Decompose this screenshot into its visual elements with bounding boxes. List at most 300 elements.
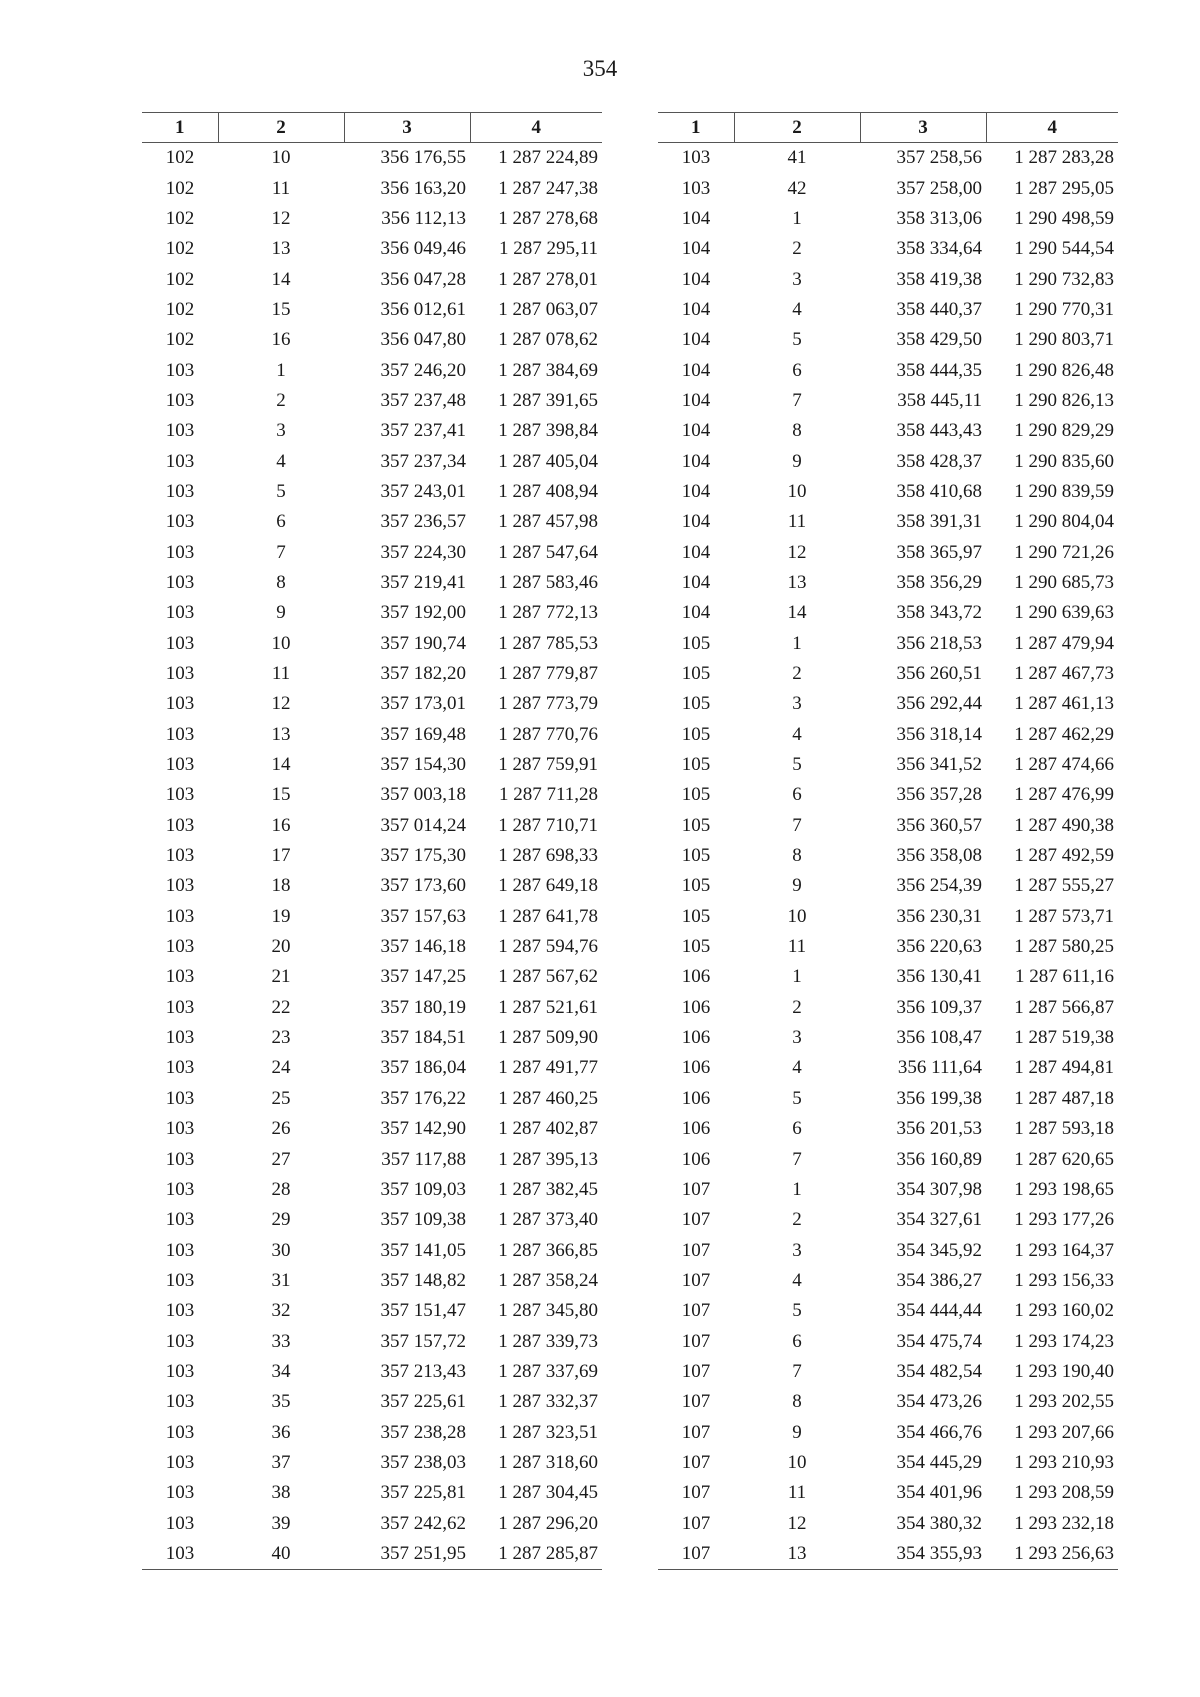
- parcel-number-cell: 103: [165, 1451, 195, 1473]
- y-coordinate-cell: 1 290 826,48: [1014, 359, 1114, 381]
- y-coordinate-cell: 1 287 649,18: [498, 875, 598, 897]
- y-coordinate-cell: 1 287 494,81: [1014, 1057, 1114, 1079]
- parcel-number-cell: 103: [165, 480, 195, 502]
- y-coordinate-cell: 1 287 296,20: [498, 1512, 598, 1534]
- parcel-number-cell: 103: [165, 571, 195, 593]
- table-row: [658, 811, 1118, 841]
- parcel-number-cell: 103: [165, 845, 195, 867]
- y-coordinate-cell: 1 287 339,73: [498, 1330, 598, 1352]
- y-coordinate-cell: 1 293 232,18: [1014, 1512, 1114, 1534]
- x-coordinate-cell: 357 246,20: [380, 359, 466, 381]
- y-coordinate-cell: 1 290 839,59: [1014, 480, 1114, 502]
- point-number-cell: 3: [792, 693, 802, 715]
- table-header-row: [658, 113, 1118, 143]
- parcel-number-cell: 105: [681, 905, 711, 927]
- point-number-cell: 29: [271, 1209, 291, 1231]
- x-coordinate-cell: 356 358,08: [896, 845, 982, 867]
- y-coordinate-cell: 1 290 498,59: [1014, 207, 1114, 229]
- x-coordinate-cell: 356 112,13: [381, 207, 466, 229]
- table-body-left: [142, 143, 602, 1570]
- table-body-right: [658, 143, 1118, 1570]
- point-number-cell: 11: [787, 1482, 807, 1504]
- x-coordinate-cell: 357 141,05: [380, 1239, 466, 1261]
- point-number-cell: 13: [734, 1539, 860, 1570]
- y-coordinate-cell: 1 287 247,38: [498, 177, 598, 199]
- point-number-cell: 11: [787, 936, 807, 958]
- parcel-number-cell: 105: [681, 693, 711, 715]
- point-number-cell: 18: [271, 875, 291, 897]
- point-number-cell: 38: [271, 1482, 291, 1504]
- parcel-number-cell: 105: [681, 936, 711, 958]
- y-coordinate-cell: 1 287 304,45: [498, 1482, 598, 1504]
- table-row: [658, 325, 1118, 355]
- point-number-cell: 7: [792, 389, 802, 411]
- x-coordinate-cell: 354 445,29: [896, 1451, 982, 1473]
- y-coordinate-cell: 1 287 594,76: [498, 936, 598, 958]
- table-row: [658, 386, 1118, 416]
- x-coordinate-cell: 354 482,54: [896, 1360, 982, 1382]
- y-coordinate-cell: 1 293 174,23: [1014, 1330, 1114, 1352]
- table-row: [658, 1448, 1118, 1478]
- y-coordinate-cell: 1 287 467,73: [1014, 663, 1114, 685]
- table-row: [658, 902, 1118, 932]
- x-coordinate-cell: 358 410,68: [896, 480, 982, 502]
- point-number-cell: 9: [792, 875, 802, 897]
- table-row: [142, 1296, 602, 1326]
- point-number-cell: 13: [271, 723, 291, 745]
- x-coordinate-cell: 356 318,14: [896, 723, 982, 745]
- table-row: [658, 598, 1118, 628]
- y-coordinate-cell: 1 287 366,85: [498, 1239, 598, 1261]
- point-number-cell: 5: [792, 1300, 802, 1322]
- point-number-cell: 10: [271, 147, 291, 169]
- parcel-number-cell: 103: [165, 1330, 195, 1352]
- point-number-cell: 2: [792, 663, 802, 685]
- point-number-cell: 11: [271, 663, 291, 685]
- parcel-number-cell: 103: [165, 784, 195, 806]
- x-coordinate-cell: 358 445,11: [897, 389, 982, 411]
- y-coordinate-cell: 1 287 521,61: [498, 996, 598, 1018]
- y-coordinate-cell: 1 287 278,68: [498, 207, 598, 229]
- y-coordinate-cell: 1 287 491,77: [498, 1057, 598, 1079]
- x-coordinate-cell: 354 473,26: [896, 1391, 982, 1413]
- table-row: [142, 507, 602, 537]
- parcel-number-cell: 105: [681, 663, 711, 685]
- table-row: [142, 234, 602, 264]
- point-number-cell: 16: [271, 329, 291, 351]
- point-number-cell: 9: [792, 450, 802, 472]
- parcel-number-cell: 103: [165, 754, 195, 776]
- parcel-number-cell: 103: [165, 1421, 195, 1443]
- x-coordinate-cell: 357 109,38: [380, 1209, 466, 1231]
- point-number-cell: 5: [792, 1087, 802, 1109]
- x-coordinate-cell: 357 154,30: [380, 754, 466, 776]
- x-coordinate-cell: 357 173,01: [380, 693, 466, 715]
- y-coordinate-cell: 1 287 462,29: [1014, 723, 1114, 745]
- y-coordinate-cell: 1 290 732,83: [1014, 268, 1114, 290]
- parcel-number-cell: 103: [165, 1178, 195, 1200]
- point-number-cell: 10: [787, 480, 807, 502]
- x-coordinate-cell: 354 307,98: [896, 1178, 982, 1200]
- point-number-cell: 11: [787, 511, 807, 533]
- table-row: [142, 1357, 602, 1387]
- parcel-number-cell: 103: [165, 693, 195, 715]
- point-number-cell: 37: [271, 1451, 291, 1473]
- y-coordinate-cell: 1 290 804,04: [1014, 511, 1114, 533]
- x-coordinate-cell: 354 466,76: [896, 1421, 982, 1443]
- y-coordinate-cell: 1 287 773,79: [498, 693, 598, 715]
- x-coordinate-cell: 358 429,50: [896, 329, 982, 351]
- x-coordinate-cell: 358 365,97: [896, 541, 982, 563]
- table-row: [658, 143, 1118, 174]
- parcel-number-cell: 103: [165, 632, 195, 654]
- x-coordinate-cell: 357 151,47: [380, 1300, 466, 1322]
- point-number-cell: 25: [271, 1087, 291, 1109]
- y-coordinate-cell: 1 287 382,45: [498, 1178, 598, 1200]
- y-coordinate-cell: 1 287 278,01: [498, 268, 598, 290]
- parcel-number-cell: 107: [681, 1330, 711, 1352]
- y-coordinate-cell: 1 290 829,29: [1014, 420, 1114, 442]
- x-coordinate-cell: 354 345,92: [896, 1239, 982, 1261]
- x-coordinate-cell: 354 475,74: [896, 1330, 982, 1352]
- table-row: [142, 1539, 602, 1570]
- table-row: [142, 1417, 602, 1447]
- y-coordinate-cell: 1 287 391,65: [498, 389, 598, 411]
- point-number-cell: 30: [271, 1239, 291, 1261]
- point-number-cell: 15: [271, 784, 291, 806]
- point-number-cell: 9: [276, 602, 286, 624]
- point-number-cell: 2: [276, 389, 286, 411]
- x-coordinate-cell: 357 169,48: [380, 723, 466, 745]
- y-coordinate-cell: 1 287 285,87: [470, 1539, 602, 1570]
- x-coordinate-cell: 358 343,72: [896, 602, 982, 624]
- x-coordinate-cell: 357 236,57: [380, 511, 466, 533]
- table-row: [658, 993, 1118, 1023]
- parcel-number-cell: 102: [165, 207, 195, 229]
- point-number-cell: 3: [792, 1027, 802, 1049]
- parcel-number-cell: 103: [165, 1482, 195, 1504]
- table-row: [142, 204, 602, 234]
- point-number-cell: 28: [271, 1178, 291, 1200]
- table-row: [658, 173, 1118, 203]
- x-coordinate-cell: 357 243,01: [380, 480, 466, 502]
- x-coordinate-cell: 358 419,38: [896, 268, 982, 290]
- point-number-cell: 6: [792, 784, 802, 806]
- y-coordinate-cell: 1 287 358,24: [498, 1269, 598, 1291]
- table-row: [142, 629, 602, 659]
- point-number-cell: 10: [271, 632, 291, 654]
- table-row: [142, 325, 602, 355]
- x-coordinate-cell: 357 219,41: [380, 571, 466, 593]
- y-coordinate-cell: 1 290 639,63: [1014, 602, 1114, 624]
- x-coordinate-cell: 357 237,34: [380, 450, 466, 472]
- y-coordinate-cell: 1 287 490,38: [1014, 814, 1114, 836]
- page-number: 354: [582, 56, 618, 81]
- point-number-cell: 6: [792, 1330, 802, 1352]
- x-coordinate-cell: 357 148,82: [380, 1269, 466, 1291]
- parcel-number-cell: 103: [165, 1057, 195, 1079]
- point-number-cell: 3: [792, 268, 802, 290]
- table-row: [658, 355, 1118, 385]
- coordinates-table-right: [658, 112, 1118, 1570]
- table-row: [142, 902, 602, 932]
- table-row: [142, 537, 602, 567]
- point-number-cell: 4: [792, 298, 802, 320]
- x-coordinate-cell: 356 130,41: [896, 966, 982, 988]
- x-coordinate-cell: 354 386,27: [896, 1269, 982, 1291]
- x-coordinate-cell: 357 142,90: [380, 1118, 466, 1140]
- parcel-number-cell: 103: [165, 602, 195, 624]
- parcel-number-cell: 103: [165, 450, 195, 472]
- y-coordinate-cell: 1 287 580,25: [1014, 936, 1114, 958]
- x-coordinate-cell: 357 014,24: [380, 814, 466, 836]
- table-row: [658, 568, 1118, 598]
- point-number-cell: 5: [792, 329, 802, 351]
- point-number-cell: 8: [792, 420, 802, 442]
- point-number-cell: 11: [271, 177, 291, 199]
- y-coordinate-cell: 1 287 283,28: [1014, 147, 1114, 169]
- parcel-number-cell: 103: [165, 1209, 195, 1231]
- table-row: [658, 750, 1118, 780]
- point-number-cell: 31: [271, 1269, 291, 1291]
- y-coordinate-cell: 1 290 685,73: [1014, 571, 1114, 593]
- point-number-cell: 12: [271, 207, 291, 229]
- parcel-number-cell: 103: [165, 511, 195, 533]
- parcel-number-cell: 103: [165, 1269, 195, 1291]
- column-header-2: 2: [218, 113, 344, 143]
- parcel-number-cell: 103: [165, 1512, 195, 1534]
- y-coordinate-cell: 1 287 547,64: [498, 541, 598, 563]
- y-coordinate-cell: 1 287 337,69: [498, 1360, 598, 1382]
- x-coordinate-cell: 357 186,04: [380, 1057, 466, 1079]
- y-coordinate-cell: 1 287 461,13: [1014, 693, 1114, 715]
- point-number-cell: 3: [792, 1239, 802, 1261]
- y-coordinate-cell: 1 293 198,65: [1014, 1178, 1114, 1200]
- parcel-number-cell: 103: [142, 1539, 218, 1570]
- parcel-number-cell: 103: [165, 814, 195, 836]
- column-header-1: 1: [658, 113, 734, 143]
- y-coordinate-cell: 1 290 835,60: [1014, 450, 1114, 472]
- x-coordinate-cell: 358 440,37: [896, 298, 982, 320]
- x-coordinate-cell: 358 428,37: [896, 450, 982, 472]
- table-row: [658, 1296, 1118, 1326]
- y-coordinate-cell: 1 290 826,13: [1014, 389, 1114, 411]
- parcel-number-cell: 103: [165, 723, 195, 745]
- parcel-number-cell: 102: [165, 329, 195, 351]
- point-number-cell: 36: [271, 1421, 291, 1443]
- y-coordinate-cell: 1 293 177,26: [1014, 1209, 1114, 1231]
- table-row: [658, 1114, 1118, 1144]
- point-number-cell: 6: [276, 511, 286, 533]
- point-number-cell: 13: [787, 571, 807, 593]
- table-row: [142, 1175, 602, 1205]
- x-coordinate-cell: 356 176,55: [380, 147, 466, 169]
- parcel-number-cell: 107: [681, 1451, 711, 1473]
- y-coordinate-cell: 1 293 210,93: [1014, 1451, 1114, 1473]
- x-coordinate-cell: 356 160,89: [896, 1148, 982, 1170]
- table-row: [142, 1023, 602, 1053]
- coordinates-table-left: [142, 112, 602, 1570]
- parcel-number-cell: 103: [165, 1148, 195, 1170]
- column-header-3: 3: [860, 113, 986, 143]
- point-number-cell: 20: [271, 936, 291, 958]
- point-number-cell: 4: [792, 723, 802, 745]
- x-coordinate-cell: 358 444,35: [896, 359, 982, 381]
- column-header-3: 3: [344, 113, 470, 143]
- point-number-cell: 1: [276, 359, 286, 381]
- x-coordinate-cell: 357 258,56: [896, 147, 982, 169]
- x-coordinate-cell: 356 341,52: [896, 754, 982, 776]
- x-coordinate-cell: 358 356,29: [896, 571, 982, 593]
- table-row: [658, 1508, 1118, 1538]
- y-coordinate-cell: 1 287 224,89: [498, 147, 598, 169]
- y-coordinate-cell: 1 287 492,59: [1014, 845, 1114, 867]
- x-coordinate-cell: 354 380,32: [896, 1512, 982, 1534]
- parcel-number-cell: 103: [165, 1087, 195, 1109]
- parcel-number-cell: 107: [681, 1482, 711, 1504]
- table-row: [658, 204, 1118, 234]
- point-number-cell: 34: [271, 1360, 291, 1382]
- table-row: [658, 416, 1118, 446]
- y-coordinate-cell: 1 287 408,94: [498, 480, 598, 502]
- table-row: [142, 1326, 602, 1356]
- point-number-cell: 33: [271, 1330, 291, 1352]
- x-coordinate-cell: 357 238,28: [380, 1421, 466, 1443]
- y-coordinate-cell: 1 287 295,05: [1014, 177, 1114, 199]
- x-coordinate-cell: 356 199,38: [896, 1087, 982, 1109]
- x-coordinate-cell: 356 220,63: [896, 936, 982, 958]
- y-coordinate-cell: 1 287 078,62: [498, 329, 598, 351]
- point-number-cell: 7: [792, 1148, 802, 1170]
- point-number-cell: 2: [792, 1209, 802, 1231]
- x-coordinate-cell: 357 242,62: [380, 1512, 466, 1534]
- point-number-cell: 4: [276, 450, 286, 472]
- y-coordinate-cell: 1 287 457,98: [498, 511, 598, 533]
- point-number-cell: 8: [792, 845, 802, 867]
- y-coordinate-cell: 1 287 593,18: [1014, 1118, 1114, 1140]
- x-coordinate-cell: 356 201,53: [896, 1118, 982, 1140]
- parcel-number-cell: 106: [681, 996, 711, 1018]
- column-header-2: 2: [734, 113, 860, 143]
- x-coordinate-cell: 354 401,96: [896, 1482, 982, 1504]
- x-coordinate-cell: 356 357,28: [896, 784, 982, 806]
- table-row: [142, 720, 602, 750]
- point-number-cell: 42: [787, 177, 807, 199]
- parcel-number-cell: 105: [681, 845, 711, 867]
- table-row: [658, 871, 1118, 901]
- x-coordinate-cell: 358 313,06: [896, 207, 982, 229]
- point-number-cell: 8: [792, 1391, 802, 1413]
- y-coordinate-cell: 1 287 710,71: [498, 814, 598, 836]
- table-row: [658, 689, 1118, 719]
- point-number-cell: 14: [787, 602, 807, 624]
- table-row: [658, 507, 1118, 537]
- parcel-number-cell: 105: [681, 723, 711, 745]
- point-number-cell: 17: [271, 845, 291, 867]
- point-number-cell: 1: [792, 1178, 802, 1200]
- table-row: [658, 1478, 1118, 1508]
- table-row: [142, 386, 602, 416]
- parcel-number-cell: 104: [681, 329, 711, 351]
- parcel-number-cell: 107: [681, 1269, 711, 1291]
- y-coordinate-cell: 1 287 318,60: [498, 1451, 598, 1473]
- table-row: [658, 1357, 1118, 1387]
- table-row: [142, 962, 602, 992]
- y-coordinate-cell: 1 287 785,53: [498, 632, 598, 654]
- point-number-cell: 6: [792, 359, 802, 381]
- table-row: [658, 780, 1118, 810]
- parcel-number-cell: 107: [681, 1421, 711, 1443]
- table-row: [142, 1084, 602, 1114]
- x-coordinate-cell: 357 238,03: [380, 1451, 466, 1473]
- table-row: [658, 537, 1118, 567]
- y-coordinate-cell: 1 287 295,11: [498, 238, 598, 260]
- point-number-cell: 5: [276, 480, 286, 502]
- point-number-cell: 14: [271, 268, 291, 290]
- table-row: [658, 932, 1118, 962]
- x-coordinate-cell: 357 258,00: [896, 177, 982, 199]
- parcel-number-cell: 103: [681, 147, 711, 169]
- parcel-number-cell: 104: [681, 511, 711, 533]
- table-row: [658, 962, 1118, 992]
- table-row: [142, 811, 602, 841]
- parcel-number-cell: 107: [681, 1239, 711, 1261]
- y-coordinate-cell: 1 287 573,71: [1014, 905, 1114, 927]
- point-number-cell: 12: [271, 693, 291, 715]
- table-row: [658, 295, 1118, 325]
- x-coordinate-cell: 357 109,03: [380, 1178, 466, 1200]
- table-row: [142, 355, 602, 385]
- x-coordinate-cell: 357 003,18: [380, 784, 466, 806]
- x-coordinate-cell: 356 049,46: [380, 238, 466, 260]
- x-coordinate-cell: 357 251,95: [344, 1539, 470, 1570]
- y-coordinate-cell: 1 287 398,84: [498, 420, 598, 442]
- table-row: [142, 689, 602, 719]
- y-coordinate-cell: 1 287 611,16: [1014, 966, 1114, 988]
- table-row: [142, 1478, 602, 1508]
- parcel-number-cell: 107: [681, 1512, 711, 1534]
- point-number-cell: 40: [218, 1539, 344, 1570]
- point-number-cell: 26: [271, 1118, 291, 1140]
- parcel-number-cell: 106: [681, 1118, 711, 1140]
- x-coordinate-cell: 357 237,41: [380, 420, 466, 442]
- x-coordinate-cell: 356 230,31: [896, 905, 982, 927]
- x-coordinate-cell: 357 224,30: [380, 541, 466, 563]
- parcel-number-cell: 103: [165, 966, 195, 988]
- point-number-cell: 16: [271, 814, 291, 836]
- x-coordinate-cell: 357 182,20: [380, 663, 466, 685]
- x-coordinate-cell: 357 180,19: [380, 996, 466, 1018]
- y-coordinate-cell: 1 290 544,54: [1014, 238, 1114, 260]
- point-number-cell: 4: [792, 1057, 802, 1079]
- y-coordinate-cell: 1 293 164,37: [1014, 1239, 1114, 1261]
- x-coordinate-cell: 357 176,22: [380, 1087, 466, 1109]
- y-coordinate-cell: 1 293 256,63: [986, 1539, 1118, 1570]
- table-row: [658, 234, 1118, 264]
- x-coordinate-cell: 354 355,93: [860, 1539, 986, 1570]
- table-row: [142, 1387, 602, 1417]
- y-coordinate-cell: 1 287 759,91: [498, 754, 598, 776]
- point-number-cell: 23: [271, 1027, 291, 1049]
- y-coordinate-cell: 1 293 190,40: [1014, 1360, 1114, 1382]
- point-number-cell: 10: [787, 905, 807, 927]
- table-row: [142, 416, 602, 446]
- parcel-number-cell: 106: [681, 1087, 711, 1109]
- parcel-number-cell: 103: [165, 420, 195, 442]
- x-coordinate-cell: 356 047,28: [380, 268, 466, 290]
- x-coordinate-cell: 354 327,61: [896, 1209, 982, 1231]
- parcel-number-cell: 106: [681, 1148, 711, 1170]
